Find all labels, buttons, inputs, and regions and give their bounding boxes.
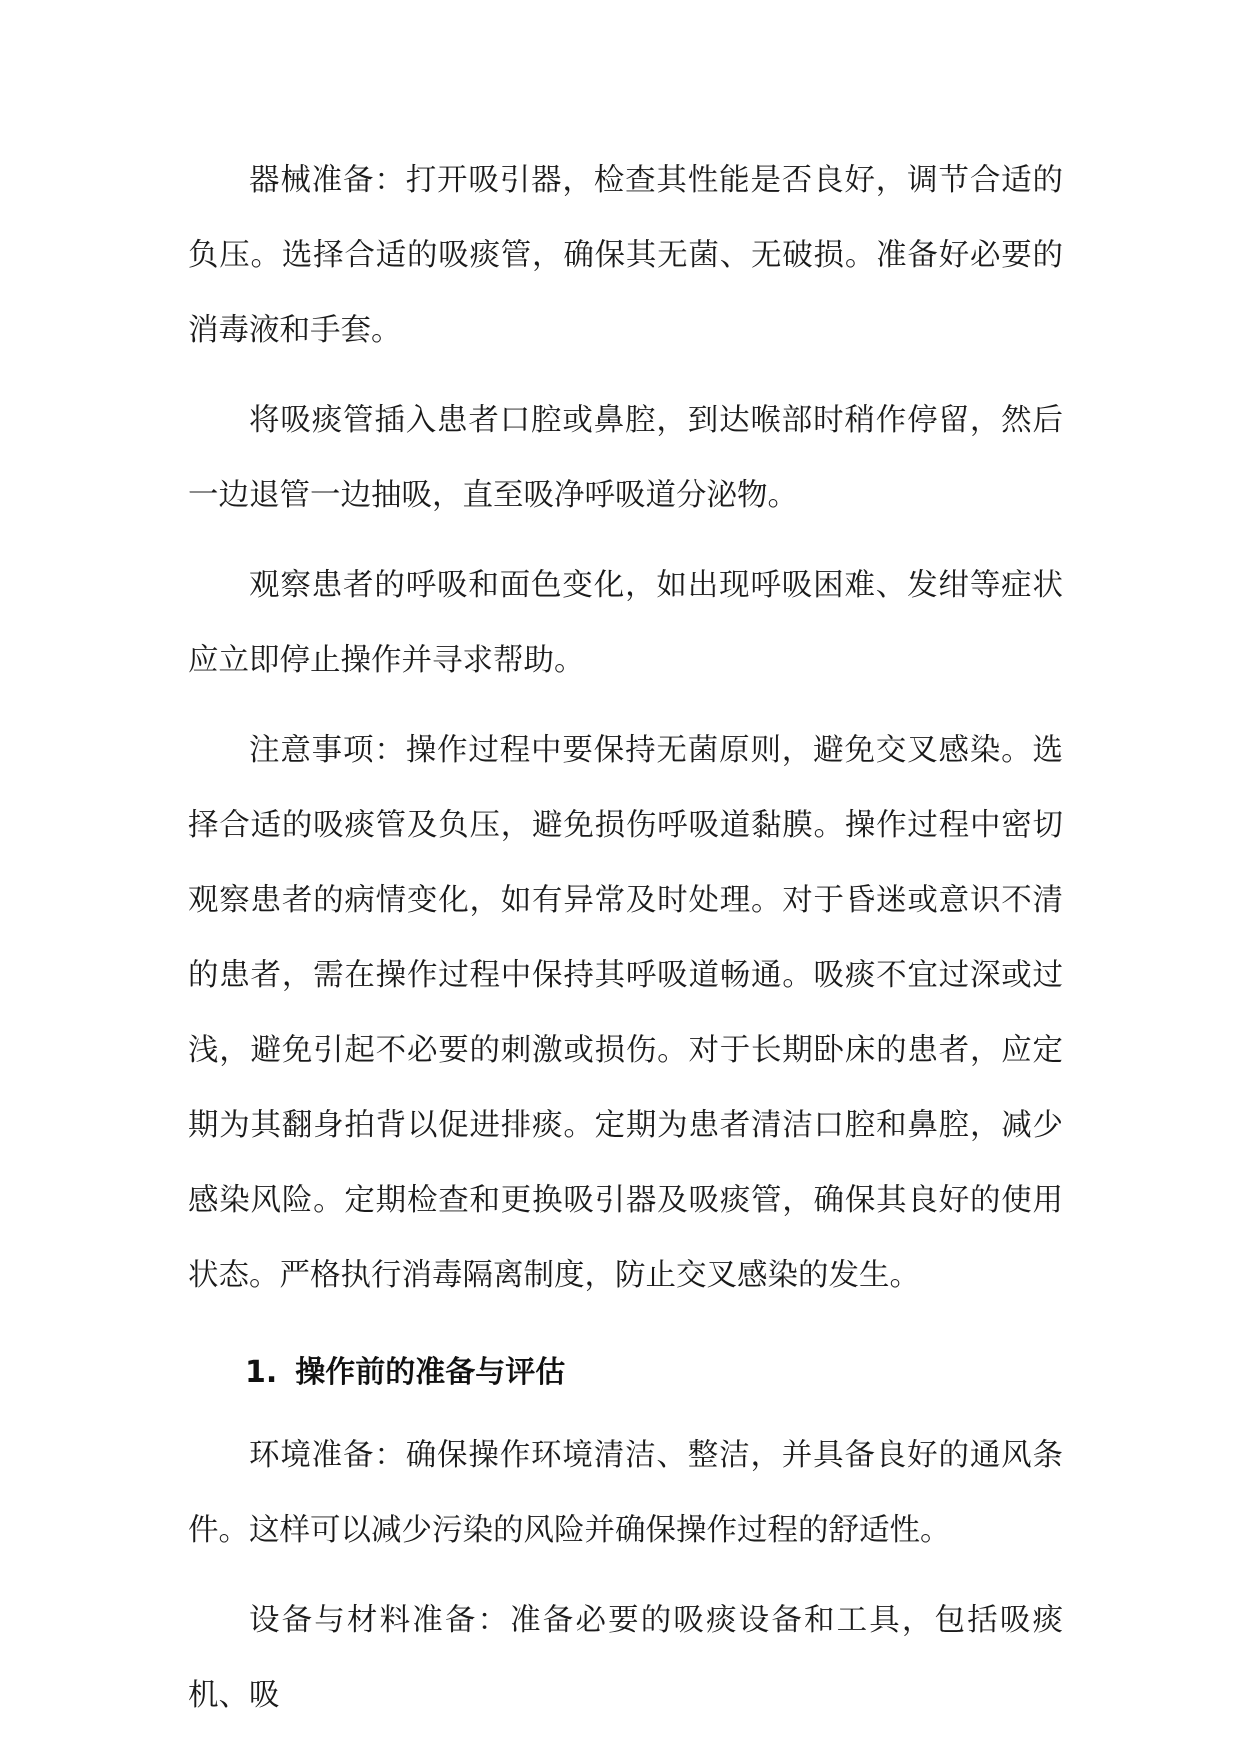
paragraph-precautions: 注意事项：操作过程中要保持无菌原则，避免交叉感染。选择合适的吸痰管及负压，避免损伤呼吸道黏膜。操作过程中密切观察患者的病情变化，如有异常及时处理。对于昏迷或意识不清的患者，需在操作过程中保持其呼吸道畅通。吸痰不宜过深或过浅，避免引起不必要的刺激或损伤。对于长期卧床的患者，应定期为其翻身拍背以促进排痰。定期为患者清洁口腔和鼻腔，减少感染风险。定期检查和更换吸引器及吸痰管，确保其良好的使用状态。严格执行消毒隔离制度，防止交叉感染的发生。 [188,733,1063,1293]
section-heading [188,1343,1063,1403]
paragraph-observation: 观察患者的呼吸和面色变化，如出现呼吸困难、发绀等症状应立即停止操作并寻求帮助。 [188,568,1063,678]
paragraph-device-material-preparation: 设备与材料准备：准备必要的吸痰设备和工具，包括吸痰机、吸 [188,1603,1063,1713]
paragraph-environment-preparation: 环境准备：确保操作环境清洁、整洁，并具备良好的通风条件。这样可以减少污染的风险并确保操作过程的舒适性。 [188,1438,1063,1548]
paragraph-suction-procedure: 将吸痰管插入患者口腔或鼻腔，到达喉部时稍作停留，然后一边退管一边抽吸，直至吸净呼吸道分泌物。 [188,403,1063,513]
paragraph-equipment-preparation: 器械准备：打开吸引器，检查其性能是否良好，调节合适的负压。选择合适的吸痰管，确保其无菌、无破损。准备好必要的消毒液和手套。 [188,163,1063,348]
section-number: 1. [245,1355,278,1390]
section-title: 操作前的准备与评估 [295,1355,566,1390]
